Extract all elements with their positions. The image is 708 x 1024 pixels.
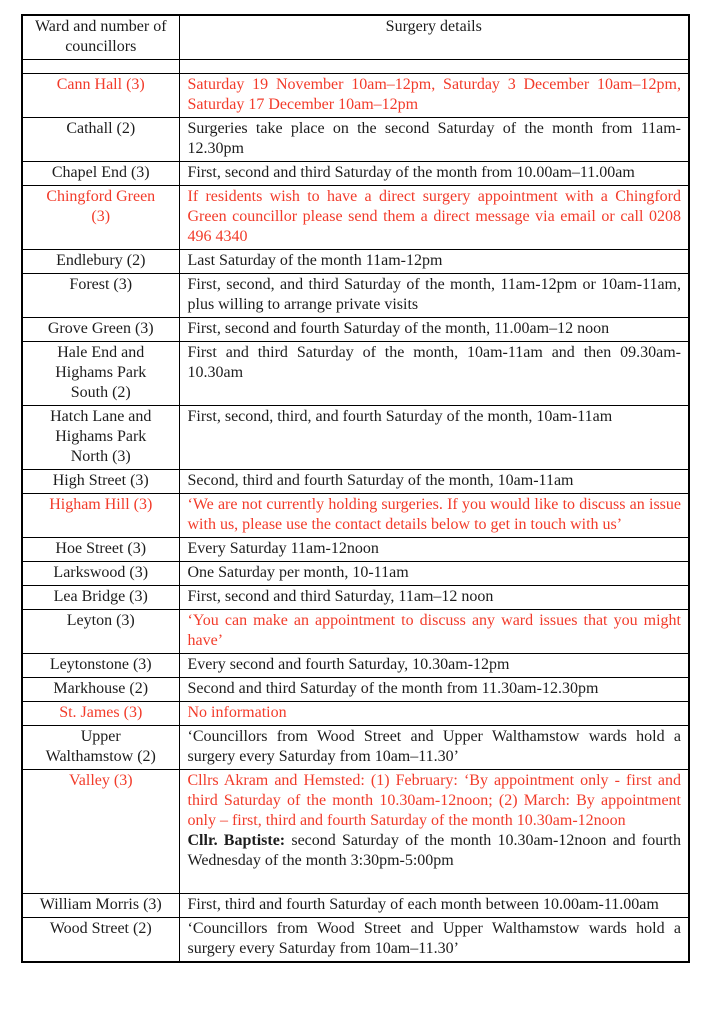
details-text: First, second, and third Saturday of the month, 11am-12pm or 10am-11am, plus willing to arrange private visits	[187, 276, 681, 313]
details-cell	[179, 274, 689, 318]
details-cell	[179, 470, 689, 494]
details-cell	[179, 406, 689, 470]
details-text: One Saturday per month, 10-11am	[187, 564, 409, 581]
table-row	[22, 274, 689, 318]
ward-cell: Hatch Lane and Highams Park North (3)	[22, 406, 179, 470]
ward-cell: High Street (3)	[22, 470, 179, 494]
details-cell	[179, 318, 689, 342]
details-text: Cllrs Akram and Hemsted: (1) February: ‘By appointment only - first and third Saturday of the month 10.30am-12noon; (2) March: By appointment only – first, third and fourth Saturday of the month 10.30am-12noon	[187, 772, 681, 829]
ward-cell	[22, 60, 179, 74]
details-cell	[179, 186, 689, 250]
details-paragraph	[188, 771, 682, 831]
details-text: No information	[187, 704, 287, 721]
details-text: First and third Saturday of the month, 10am-11am and then 09.30am-10.30am	[187, 344, 681, 381]
details-cell	[179, 494, 689, 538]
details-cell	[179, 586, 689, 610]
details-cell	[179, 678, 689, 702]
details-paragraph	[188, 75, 682, 115]
details-text: ‘We are not currently holding surgeries. If you would like to discuss an issue with us, please use the contact details below to get in touch with us’	[187, 496, 681, 533]
table-row	[22, 74, 689, 118]
details-paragraph	[188, 727, 682, 767]
details-text: Last Saturday of the month 11am-12pm	[187, 252, 443, 269]
ward-cell: Hoe Street (3)	[22, 538, 179, 562]
details-text: second Saturday of the month 10.30am-12noon and fourth Wednesday of the month 3:30pm-5:00pm	[187, 832, 681, 869]
details-paragraph	[188, 539, 682, 559]
details-cell	[179, 726, 689, 770]
details-text: If residents wish to have a direct surgery appointment with a Chingford Green councillor please send them a direct message via email or call 0208 496 4340	[187, 188, 681, 245]
table-row	[22, 918, 689, 963]
ward-cell: Markhouse (2)	[22, 678, 179, 702]
details-text: First, second, third, and fourth Saturday of the month, 10am-11am	[187, 408, 613, 425]
ward-cell: Wood Street (2)	[22, 918, 179, 963]
ward-cell: Lea Bridge (3)	[22, 586, 179, 610]
table-row	[22, 186, 689, 250]
details-text: ‘Councillors from Wood Street and Upper Walthamstow wards hold a surgery every Saturday from 10am–11.30’	[187, 920, 681, 957]
ward-cell: Grove Green (3)	[22, 318, 179, 342]
details-cell	[179, 162, 689, 186]
ward-cell: Upper Walthamstow (2)	[22, 726, 179, 770]
table-row	[22, 610, 689, 654]
details-text: Second and third Saturday of the month from 11.30am-12.30pm	[187, 680, 599, 697]
table-row	[22, 538, 689, 562]
table-row	[22, 894, 689, 918]
details-paragraph	[188, 407, 682, 427]
ward-cell: Chapel End (3)	[22, 162, 179, 186]
details-paragraph	[188, 703, 682, 723]
details-cell	[179, 654, 689, 678]
ward-cell: William Morris (3)	[22, 894, 179, 918]
table-row	[22, 702, 689, 726]
ward-cell: Endlebury (2)	[22, 250, 179, 274]
details-paragraph	[188, 919, 682, 959]
ward-cell: Forest (3)	[22, 274, 179, 318]
spacer-row	[22, 60, 689, 74]
details-paragraph	[188, 679, 682, 699]
details-paragraph	[188, 471, 682, 491]
ward-cell: Chingford Green (3)	[22, 186, 179, 250]
details-paragraph	[188, 831, 682, 871]
details-text: First, third and fourth Saturday of each month between 10.00am-11.00am	[187, 896, 659, 913]
details-text: First, second and third Saturday, 11am–12 noon	[187, 588, 494, 605]
ward-cell: St. James (3)	[22, 702, 179, 726]
details-cell	[179, 610, 689, 654]
details-paragraph	[188, 275, 682, 315]
details-text: ‘You can make an appointment to discuss any ward issues that you might have’	[187, 612, 681, 649]
details-cell	[179, 538, 689, 562]
details-text: Saturday 19 November 10am–12pm, Saturday 3 December 10am–12pm, Saturday 17 December 10am–12pm	[187, 76, 681, 113]
table-row	[22, 162, 689, 186]
details-paragraph	[188, 163, 682, 183]
table-row	[22, 406, 689, 470]
details-text: Every Saturday 11am-12noon	[187, 540, 379, 557]
table-body	[22, 60, 689, 963]
surgery-table	[21, 14, 690, 963]
details-cell	[179, 894, 689, 918]
table-row	[22, 470, 689, 494]
details-cell	[179, 250, 689, 274]
column-header-ward: Ward and number of councillors	[22, 15, 179, 60]
details-paragraph	[188, 611, 682, 651]
details-cell	[179, 562, 689, 586]
table-row	[22, 678, 689, 702]
ward-cell: Cathall (2)	[22, 118, 179, 162]
details-text: First, second and third Saturday of the month from 10.00am–11.00am	[187, 164, 635, 181]
details-cell	[179, 60, 689, 74]
table-row	[22, 654, 689, 678]
table-row	[22, 562, 689, 586]
details-text: Every second and fourth Saturday, 10.30am-12pm	[187, 656, 510, 673]
details-paragraph	[188, 587, 682, 607]
details-paragraph	[188, 119, 682, 159]
details-cell	[179, 342, 689, 406]
ward-cell: Larkswood (3)	[22, 562, 179, 586]
details-paragraph	[188, 319, 682, 339]
ward-cell: Higham Hill (3)	[22, 494, 179, 538]
table-row	[22, 318, 689, 342]
table-row	[22, 250, 689, 274]
ward-cell: Valley (3)	[22, 770, 179, 894]
details-paragraph	[188, 563, 682, 583]
column-header-details: Surgery details	[179, 15, 689, 60]
details-paragraph	[188, 895, 682, 915]
table-row	[22, 726, 689, 770]
details-paragraph	[188, 343, 682, 383]
details-paragraph	[188, 251, 682, 271]
details-paragraph	[188, 187, 682, 247]
table-row	[22, 586, 689, 610]
details-cell	[179, 118, 689, 162]
header-row	[22, 15, 689, 60]
details-text: Surgeries take place on the second Saturday of the month from 11am-12.30pm	[187, 120, 681, 157]
ward-cell: Hale End and Highams Park South (2)	[22, 342, 179, 406]
ward-cell: Leytonstone (3)	[22, 654, 179, 678]
ward-cell: Cann Hall (3)	[22, 74, 179, 118]
table-row	[22, 494, 689, 538]
ward-cell: Leyton (3)	[22, 610, 179, 654]
details-paragraph	[188, 655, 682, 675]
details-text: Cllr. Baptiste:	[187, 832, 292, 849]
details-cell	[179, 74, 689, 118]
details-paragraph	[188, 495, 682, 535]
details-text: ‘Councillors from Wood Street and Upper Walthamstow wards hold a surgery every Saturday from 10am–11.30’	[187, 728, 681, 765]
table-row	[22, 118, 689, 162]
details-text: First, second and fourth Saturday of the month, 11.00am–12 noon	[187, 320, 610, 337]
table-row	[22, 342, 689, 406]
details-cell	[179, 702, 689, 726]
details-text: Second, third and fourth Saturday of the month, 10am-11am	[187, 472, 574, 489]
details-cell	[179, 770, 689, 894]
table-row	[22, 770, 689, 894]
details-cell	[179, 918, 689, 963]
